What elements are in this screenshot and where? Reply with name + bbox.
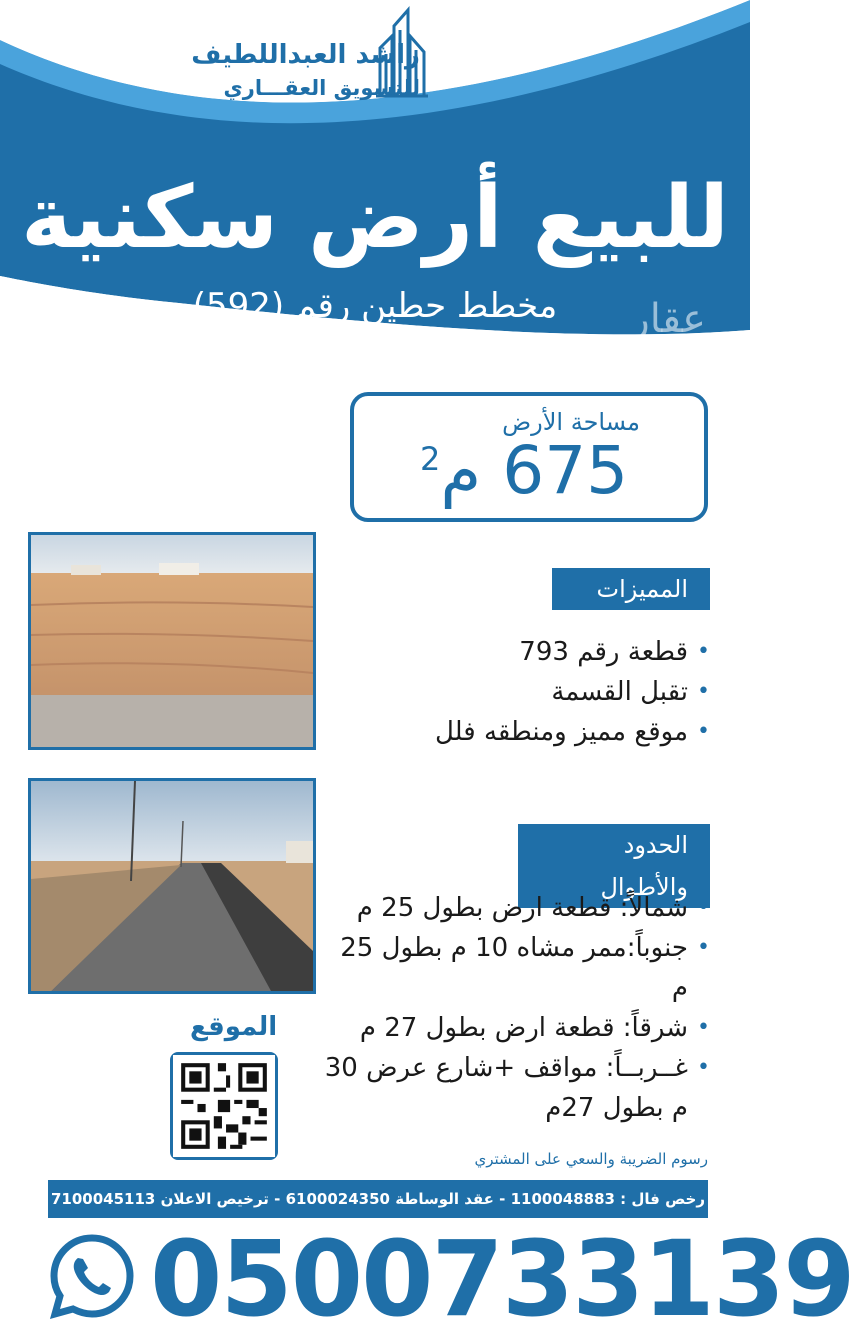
area-label: مساحة الأرض [502,408,640,436]
area-value-text: 675 م [440,432,629,509]
features-list [380,632,710,752]
area-unit-power: 2 [420,440,441,478]
boundaries-heading: الحدود والأطوال [518,824,710,908]
watermark-text: عقار [630,296,706,342]
boundaries-item: • جنوباً:ممر مشاه 10 م بطول 25 م [320,928,710,1008]
boundaries-item: • غــربــاً: مواقف +شارع عرض 30 م بطول 27م [320,1048,710,1128]
page-subtitle: مخطط حطين رقم (592) [192,286,558,326]
features-heading: المميزات [552,568,710,610]
features-item: • موقع مميز ومنطقه فلل [380,712,710,752]
license-bar: رخص فال : 1100048883 - عقد الوساطة 6100024350 - ترخيص الاعلان 7100045113 [48,1180,708,1218]
qr-code-icon[interactable] [170,1052,278,1160]
whatsapp-icon[interactable] [48,1232,136,1320]
area-value [420,432,628,509]
location-label: الموقع [190,1012,278,1042]
brand-tagline: للتسويق العقـــاري [223,76,420,100]
road-photo [28,778,316,994]
brand-name: راشد العبداللطيف [191,40,420,70]
road-photo-illustration [31,781,313,991]
tax-note: رسوم الضريبة والسعي على المشتري [474,1150,708,1168]
land-photo [28,532,316,750]
land-photo-illustration [31,535,313,747]
features-item: • تقبل القسمة [380,672,710,712]
boundaries-item: • شرقاً: قطعة ارض بطول 27 م [320,1008,710,1048]
qr-code-pattern [173,1055,275,1157]
phone-number[interactable]: 0500733139 [150,1218,854,1340]
boundaries-item: • شمالاً: قطعة ارض بطول 25 م [320,888,710,928]
features-item: • قطعة رقم 793 [380,632,710,672]
page-title: للبيع أرض سكنية [21,168,729,268]
boundaries-list [320,888,710,1128]
